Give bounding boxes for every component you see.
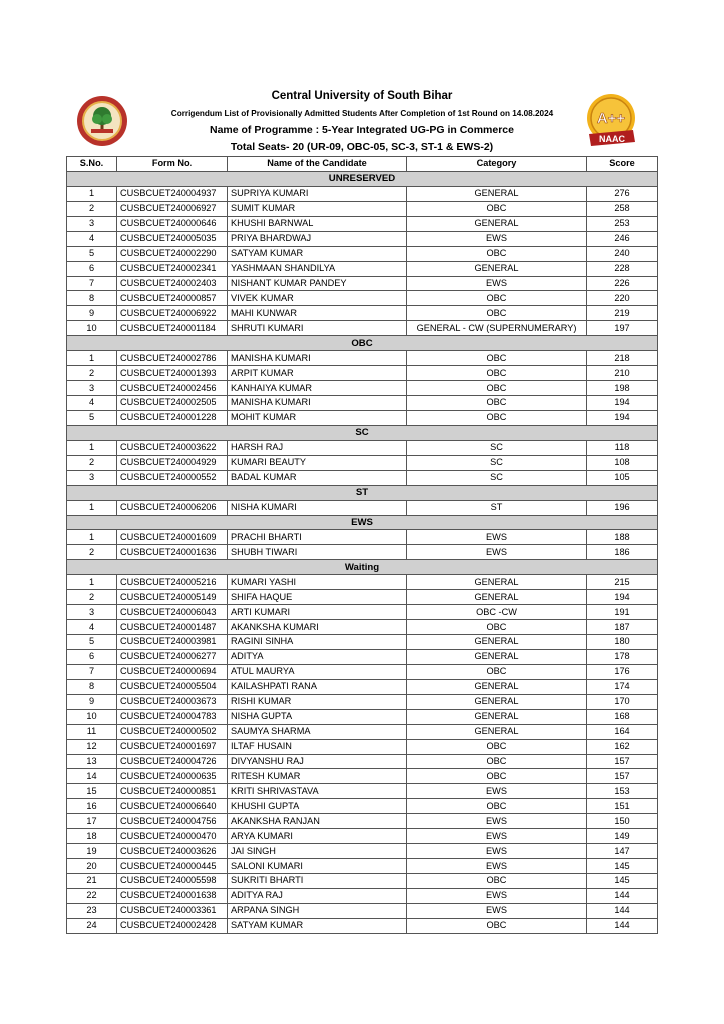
cell-candidate-name: MAHI KUNWAR [228,306,407,321]
cell-sno: 10 [67,321,117,336]
table-row [67,530,658,545]
cell-sno: 1 [67,500,117,515]
cell-score: 118 [587,440,658,455]
table-body [67,171,658,933]
cell-sno: 14 [67,769,117,784]
cell-sno: 18 [67,829,117,844]
cell-category: GENERAL [407,679,587,694]
section-title: EWS [67,515,658,530]
cell-candidate-name: MANISHA KUMARI [228,396,407,411]
cell-candidate-name: AKANKSHA RANJAN [228,814,407,829]
cell-category: GENERAL [407,186,587,201]
cell-category: OBC [407,754,587,769]
cell-candidate-name: AKANKSHA KUMARI [228,620,407,635]
table-row [67,605,658,620]
cell-category: OBC [407,381,587,396]
table-row [67,306,658,321]
cell-score: 108 [587,455,658,470]
cell-candidate-name: RITESH KUMAR [228,769,407,784]
cell-candidate-name: KAILASHPATI RANA [228,679,407,694]
table-row [67,709,658,724]
cell-category: ST [407,500,587,515]
cell-score: 170 [587,694,658,709]
cell-candidate-name: SAUMYA SHARMA [228,724,407,739]
cell-sno: 1 [67,530,117,545]
cell-form-no: CUSBCUET240005598 [117,874,228,889]
col-sno-header: S.No. [67,157,117,172]
cell-candidate-name: KUMARI YASHI [228,575,407,590]
cell-score: 145 [587,859,658,874]
cell-candidate-name: KRITI SHRIVASTAVA [228,784,407,799]
table-row [67,201,658,216]
cell-form-no: CUSBCUET240003626 [117,844,228,859]
table-row [67,321,658,336]
cell-score: 198 [587,381,658,396]
cell-candidate-name: SHUBH TIWARI [228,545,407,560]
cell-form-no: CUSBCUET240000635 [117,769,228,784]
cell-score: 144 [587,888,658,903]
cell-category: EWS [407,814,587,829]
table-row [67,664,658,679]
table-row [67,799,658,814]
cell-score: 180 [587,635,658,650]
cell-candidate-name: ADITYA [228,649,407,664]
cell-form-no: CUSBCUET240005035 [117,231,228,246]
cell-category: OBC [407,351,587,366]
cell-sno: 4 [67,231,117,246]
cell-category: OBC [407,366,587,381]
table-row [67,694,658,709]
section-header-row [67,515,658,530]
col-category-header: Category [407,157,587,172]
cell-score: 162 [587,739,658,754]
cell-score: 174 [587,679,658,694]
table-row [67,859,658,874]
cell-score: 178 [587,649,658,664]
cell-score: 168 [587,709,658,724]
table-row [67,440,658,455]
table-row [67,291,658,306]
cell-score: 176 [587,664,658,679]
cell-score: 228 [587,261,658,276]
col-form-header: Form No. [117,157,228,172]
cell-form-no: CUSBCUET240002341 [117,261,228,276]
cell-candidate-name: BADAL KUMAR [228,470,407,485]
cell-score: 215 [587,575,658,590]
cell-form-no: CUSBCUET240003361 [117,903,228,918]
section-title: Waiting [67,560,658,575]
cell-form-no: CUSBCUET240002290 [117,246,228,261]
table-row [67,545,658,560]
cell-sno: 3 [67,216,117,231]
cell-sno: 5 [67,410,117,425]
cell-category: EWS [407,276,587,291]
table-row [67,784,658,799]
document-header [66,88,658,156]
cell-score: 153 [587,784,658,799]
cell-form-no: CUSBCUET240004756 [117,814,228,829]
cell-sno: 7 [67,276,117,291]
cell-candidate-name: SHIFA HAQUE [228,590,407,605]
cell-candidate-name: KANHAIYA KUMAR [228,381,407,396]
cell-sno: 19 [67,844,117,859]
cell-form-no: CUSBCUET240001393 [117,366,228,381]
cell-score: 144 [587,918,658,933]
cell-form-no: CUSBCUET240004929 [117,455,228,470]
cell-score: 150 [587,814,658,829]
cell-category: EWS [407,545,587,560]
cell-category: GENERAL [407,575,587,590]
cell-category: OBC [407,201,587,216]
cell-sno: 3 [67,381,117,396]
cell-candidate-name: KHUSHI BARNWAL [228,216,407,231]
cell-candidate-name: ARTI KUMARI [228,605,407,620]
col-score-header: Score [587,157,658,172]
cell-score: 194 [587,410,658,425]
cell-candidate-name: NISHANT KUMAR PANDEY [228,276,407,291]
table-row [67,470,658,485]
cell-category: GENERAL [407,694,587,709]
cell-candidate-name: SUKRITI BHARTI [228,874,407,889]
cell-category: GENERAL [407,216,587,231]
university-name: Central University of South Bihar [271,90,453,102]
cell-candidate-name: ARYA KUMARI [228,829,407,844]
cell-score: 105 [587,470,658,485]
table-row [67,874,658,889]
cell-sno: 17 [67,814,117,829]
cell-candidate-name: RISHI KUMAR [228,694,407,709]
list-subtitle: Corrigendum List of Provisionally Admitted Students After Completion of 1st Round on 14.08.2024 [170,109,554,118]
cell-sno: 4 [67,620,117,635]
cell-category: SC [407,455,587,470]
table-row [67,575,658,590]
cell-category: EWS [407,859,587,874]
cell-sno: 8 [67,291,117,306]
cell-form-no: CUSBCUET240006927 [117,201,228,216]
cell-candidate-name: ILTAF HUSAIN [228,739,407,754]
cell-score: 186 [587,545,658,560]
cell-form-no: CUSBCUET240003981 [117,635,228,650]
cell-category: OBC [407,874,587,889]
cell-candidate-name: NISHA KUMARI [228,500,407,515]
cell-candidate-name: SATYAM KUMAR [228,246,407,261]
cell-category: OBC [407,291,587,306]
cell-category: EWS [407,829,587,844]
table-row [67,829,658,844]
cell-sno: 4 [67,396,117,411]
cell-candidate-name: VIVEK KUMAR [228,291,407,306]
cell-score: 157 [587,754,658,769]
cell-sno: 2 [67,366,117,381]
cell-form-no: CUSBCUET240004937 [117,186,228,201]
cell-candidate-name: SHRUTI KUMARI [228,321,407,336]
cell-form-no: CUSBCUET240000470 [117,829,228,844]
table-row [67,724,658,739]
cell-score: 157 [587,769,658,784]
section-title: SC [67,425,658,440]
table-row [67,844,658,859]
cell-category: EWS [407,231,587,246]
total-seats: Total Seats- 20 (UR-09, OBC-05, SC-3, ST-1 & EWS-2) [230,141,494,153]
cell-candidate-name: MOHIT KUMAR [228,410,407,425]
cell-candidate-name: KUMARI BEAUTY [228,455,407,470]
cell-candidate-name: PRACHI BHARTI [228,530,407,545]
table-row [67,381,658,396]
cell-category: OBC -CW [407,605,587,620]
cell-sno: 1 [67,440,117,455]
table-row [67,903,658,918]
cell-sno: 8 [67,679,117,694]
cell-candidate-name: ARPANA SINGH [228,903,407,918]
table-row [67,754,658,769]
table-row [67,888,658,903]
cell-sno: 22 [67,888,117,903]
cell-form-no: CUSBCUET240000445 [117,859,228,874]
cell-form-no: CUSBCUET240005504 [117,679,228,694]
cell-sno: 2 [67,590,117,605]
cell-score: 145 [587,874,658,889]
cell-form-no: CUSBCUET240001228 [117,410,228,425]
cell-category: GENERAL [407,649,587,664]
cell-score: 253 [587,216,658,231]
cell-score: 191 [587,605,658,620]
cell-form-no: CUSBCUET240006640 [117,799,228,814]
cell-category: OBC [407,620,587,635]
table-row [67,590,658,605]
cell-candidate-name: SATYAM KUMAR [228,918,407,933]
table-row [67,246,658,261]
cell-form-no: CUSBCUET240004726 [117,754,228,769]
cell-score: 144 [587,903,658,918]
cell-sno: 3 [67,470,117,485]
table-row [67,455,658,470]
cell-form-no: CUSBCUET240003622 [117,440,228,455]
cell-sno: 24 [67,918,117,933]
cell-form-no: CUSBCUET240004783 [117,709,228,724]
cell-category: EWS [407,888,587,903]
cell-category: OBC [407,918,587,933]
cell-category: EWS [407,903,587,918]
table-row [67,739,658,754]
cell-score: 258 [587,201,658,216]
cell-form-no: CUSBCUET240002456 [117,381,228,396]
cell-score: 188 [587,530,658,545]
cell-category: OBC [407,769,587,784]
table-row [67,918,658,933]
cell-form-no: CUSBCUET240002428 [117,918,228,933]
cell-form-no: CUSBCUET240002403 [117,276,228,291]
cell-score: 196 [587,500,658,515]
cell-score: 210 [587,366,658,381]
cell-form-no: CUSBCUET240001697 [117,739,228,754]
table-row [67,231,658,246]
section-title: ST [67,485,658,500]
table-row [67,410,658,425]
cell-category: SC [407,470,587,485]
programme-name: Name of Programme : 5-Year Integrated UG-PG in Commerce [209,124,514,136]
table-row [67,351,658,366]
table-row [67,186,658,201]
cell-form-no: CUSBCUET240003673 [117,694,228,709]
cell-category: GENERAL [407,261,587,276]
cell-category: OBC [407,739,587,754]
cell-form-no: CUSBCUET240001638 [117,888,228,903]
table-row [67,649,658,664]
cell-sno: 23 [67,903,117,918]
cell-sno: 1 [67,575,117,590]
cell-candidate-name: SALONI KUMARI [228,859,407,874]
cell-form-no: CUSBCUET240006922 [117,306,228,321]
cell-sno: 2 [67,545,117,560]
cell-score: 197 [587,321,658,336]
cell-score: 187 [587,620,658,635]
cell-score: 194 [587,590,658,605]
cell-form-no: CUSBCUET240001184 [117,321,228,336]
cell-category: GENERAL [407,709,587,724]
cell-category: EWS [407,844,587,859]
cell-sno: 6 [67,649,117,664]
cell-candidate-name: JAI SINGH [228,844,407,859]
table-row [67,679,658,694]
cell-form-no: CUSBCUET240005216 [117,575,228,590]
table-row [67,216,658,231]
cell-score: 194 [587,396,658,411]
cell-category: GENERAL - CW (SUPERNUMERARY) [407,321,587,336]
cell-form-no: CUSBCUET240006043 [117,605,228,620]
cell-score: 149 [587,829,658,844]
cell-category: SC [407,440,587,455]
cell-candidate-name: ADITYA RAJ [228,888,407,903]
cell-score: 246 [587,231,658,246]
cell-sno: 1 [67,186,117,201]
cell-form-no: CUSBCUET240002786 [117,351,228,366]
cell-category: OBC [407,799,587,814]
cell-sno: 2 [67,455,117,470]
cell-form-no: CUSBCUET240002505 [117,396,228,411]
table-header-row [67,157,658,172]
cell-sno: 21 [67,874,117,889]
cell-category: GENERAL [407,724,587,739]
cell-candidate-name: MANISHA KUMARI [228,351,407,366]
cell-candidate-name: KHUSHI GUPTA [228,799,407,814]
cell-form-no: CUSBCUET240005149 [117,590,228,605]
cell-sno: 20 [67,859,117,874]
cell-score: 276 [587,186,658,201]
cell-score: 240 [587,246,658,261]
cell-score: 226 [587,276,658,291]
cell-candidate-name: SUMIT KUMAR [228,201,407,216]
table-row [67,635,658,650]
section-header-row [67,425,658,440]
cell-sno: 5 [67,635,117,650]
cell-sno: 10 [67,709,117,724]
cell-score: 218 [587,351,658,366]
table-row [67,261,658,276]
cell-category: OBC [407,306,587,321]
section-header-row [67,336,658,351]
cell-sno: 9 [67,306,117,321]
cell-candidate-name: PRIYA BHARDWAJ [228,231,407,246]
table-row [67,276,658,291]
cell-sno: 6 [67,261,117,276]
cell-candidate-name: ARPIT KUMAR [228,366,407,381]
table-row [67,620,658,635]
cell-sno: 7 [67,664,117,679]
cell-form-no: CUSBCUET240000694 [117,664,228,679]
section-header-row [67,485,658,500]
cell-category: EWS [407,530,587,545]
table-row [67,769,658,784]
cell-sno: 12 [67,739,117,754]
cell-sno: 1 [67,351,117,366]
cell-form-no: CUSBCUET240006277 [117,649,228,664]
section-title: UNRESERVED [67,171,658,186]
section-header-row [67,171,658,186]
table-row [67,396,658,411]
cell-sno: 9 [67,694,117,709]
cell-category: OBC [407,396,587,411]
cell-form-no: CUSBCUET240000552 [117,470,228,485]
cell-candidate-name: DIVYANSHU RAJ [228,754,407,769]
cell-score: 219 [587,306,658,321]
cell-score: 151 [587,799,658,814]
cell-candidate-name: NISHA GUPTA [228,709,407,724]
cell-score: 164 [587,724,658,739]
cell-category: OBC [407,246,587,261]
cell-form-no: CUSBCUET240001487 [117,620,228,635]
cell-sno: 5 [67,246,117,261]
table-row [67,500,658,515]
cell-sno: 2 [67,201,117,216]
cell-form-no: CUSBCUET240000851 [117,784,228,799]
col-name-header: Name of the Candidate [228,157,407,172]
cell-form-no: CUSBCUET240000502 [117,724,228,739]
cell-candidate-name: RAGINI SINHA [228,635,407,650]
cell-form-no: CUSBCUET240001636 [117,545,228,560]
section-header-row [67,560,658,575]
cell-category: GENERAL [407,635,587,650]
cell-category: EWS [407,784,587,799]
cell-candidate-name: YASHMAAN SHANDILYA [228,261,407,276]
table-row [67,366,658,381]
admission-table [66,156,658,934]
cell-sno: 13 [67,754,117,769]
cell-form-no: CUSBCUET240001609 [117,530,228,545]
cell-candidate-name: SUPRIYA KUMARI [228,186,407,201]
cell-form-no: CUSBCUET240000857 [117,291,228,306]
cell-score: 220 [587,291,658,306]
cell-category: GENERAL [407,590,587,605]
cell-sno: 11 [67,724,117,739]
table-row [67,814,658,829]
cell-candidate-name: HARSH RAJ [228,440,407,455]
cell-sno: 15 [67,784,117,799]
naac-label: NAAC [599,134,625,144]
cell-sno: 16 [67,799,117,814]
cell-score: 147 [587,844,658,859]
cell-category: OBC [407,664,587,679]
section-title: OBC [67,336,658,351]
cell-sno: 3 [67,605,117,620]
cell-form-no: CUSBCUET240006206 [117,500,228,515]
cell-form-no: CUSBCUET240000646 [117,216,228,231]
cell-candidate-name: ATUL MAURYA [228,664,407,679]
cell-category: OBC [407,410,587,425]
naac-grade-text: A++ [596,110,626,127]
